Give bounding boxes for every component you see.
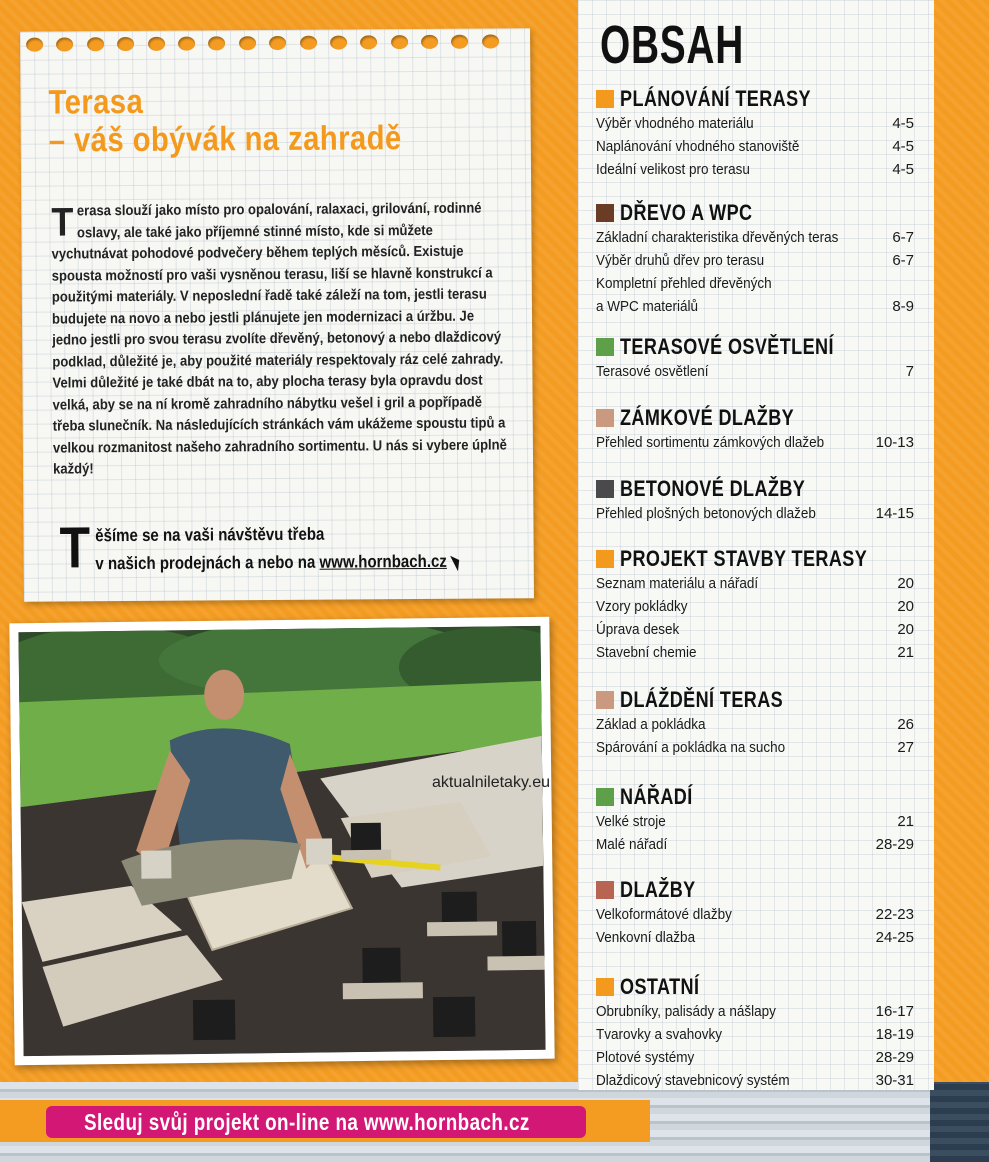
toc-item-label: Výběr vhodného materiálu <box>596 115 754 132</box>
note-title-line2: – váš obývák na zahradě <box>48 119 402 160</box>
toc-section-header[interactable] <box>596 877 916 903</box>
toc-section-title: PROJEKT STAVBY TERASY <box>620 546 868 571</box>
toc-item[interactable] <box>596 903 916 926</box>
toc-item[interactable] <box>596 135 916 158</box>
toc-section-title: NÁŘADÍ <box>620 784 693 809</box>
toc-section <box>596 877 916 949</box>
toc-section-title: TERASOVÉ OSVĚTLENÍ <box>620 334 834 359</box>
toc-item[interactable] <box>596 431 916 454</box>
toc-item-label: Stavební chemie <box>596 644 697 661</box>
section-color-square <box>596 691 614 709</box>
section-color-square <box>596 338 614 356</box>
toc-section-title: PLÁNOVÁNÍ TERASY <box>620 86 811 111</box>
toc-item[interactable] <box>596 595 916 618</box>
toc-item-page: 28-29 <box>875 836 914 853</box>
toc-item-label: Velké stroje <box>596 813 666 830</box>
section-color-square <box>596 204 614 222</box>
toc-section-title: BETONOVÉ DLAŽBY <box>620 476 806 501</box>
toc-item-label: Velkoformátové dlažby <box>596 906 732 923</box>
toc-title: OBSAH <box>600 15 745 75</box>
toc-item-page: 10-13 <box>875 434 914 451</box>
toc-item-page: 6-7 <box>892 229 914 246</box>
footer-dropcap: T <box>59 515 91 581</box>
section-color-square <box>596 881 614 899</box>
toc-item-page: 6-7 <box>892 252 914 269</box>
toc-item-page: 20 <box>897 598 914 615</box>
toc-item-label: Terasové osvětlení <box>596 363 709 380</box>
toc-item-page: 8-9 <box>892 298 914 315</box>
toc-item[interactable] <box>596 810 916 833</box>
toc-item[interactable] <box>596 112 916 135</box>
toc-item[interactable] <box>596 572 916 595</box>
toc-section-title: ZÁMKOVÉ DLAŽBY <box>620 405 795 430</box>
section-color-square <box>596 550 614 568</box>
terrace-photo <box>9 617 554 1066</box>
toc-section <box>596 974 916 1092</box>
toc-section <box>596 546 916 664</box>
toc-section-header[interactable] <box>596 974 916 1000</box>
toc-item-label: Přehled plošných betonových dlažeb <box>596 505 816 522</box>
intro-note <box>20 28 534 602</box>
toc-item[interactable] <box>596 1069 916 1092</box>
note-title-line1: Terasa <box>48 82 144 122</box>
toc-section-header[interactable] <box>596 200 916 226</box>
toc-item-page: 4-5 <box>892 115 914 132</box>
toc-item-label: Naplánování vhodného stanoviště <box>596 138 800 155</box>
toc-item-page: 4-5 <box>892 161 914 178</box>
toc-section-header[interactable] <box>596 784 916 810</box>
wood-strip-dark <box>930 1082 989 1162</box>
toc-item-label: Venkovní dlažba <box>596 929 696 946</box>
toc-item-page: 22-23 <box>875 906 914 923</box>
watermark: aktualniletaky.eu <box>432 774 550 791</box>
section-color-square <box>596 788 614 806</box>
toc-item[interactable] <box>596 272 916 318</box>
note-body <box>51 198 512 481</box>
toc-item-page: 21 <box>897 813 914 830</box>
toc-section <box>596 200 916 318</box>
footer-banner <box>0 1100 650 1146</box>
banner-text[interactable]: Sleduj svůj projekt on-line na www.hornbach.cz <box>84 1109 530 1135</box>
toc-item-label: Plotové systémy <box>596 1049 695 1066</box>
toc-item-label: Dlaždicový stavebnicový systém <box>596 1072 790 1089</box>
toc-item-page: 21 <box>897 644 914 661</box>
note-title <box>48 81 401 159</box>
toc-item[interactable] <box>596 641 916 664</box>
terrace-photo-illustration <box>18 626 545 1056</box>
toc-item-page: 20 <box>897 575 914 592</box>
hornbach-link[interactable]: www.hornbach.cz <box>319 550 447 572</box>
cursor-icon <box>450 553 463 572</box>
body-text: erasa slouží jako místo pro opalování, ralaxaci, grilování, rodinné oslavy, ale také jako příjemné stinné místo, kde si můžete vychutnávat pohodové podvečery během teplých měsíců. Existuje spousta možností pro vaši vysněnou terasu, liší se hlavně konstrukcí a použitými materiály. V neposlední řadě také záleží na tom, jestli terasu budujete na novo a nebo jestli plánujete jen modernizaci a úržbu. Je jedno jestli pro svou terasu zvolíte dřevěný, betonový a nebo dlaždicový podklad, důležité je, aby použité materiály respektovaly ráz celé zahrady. Velmi důležité je také dbát na to, aby plocha terasy byla opravdu dost velká, aby se na ní kromě zahradního nábytku vešel i gril a popřípadě třeba slunečník. Na následujících stránkách vám ukážeme spoustu tipů a velkou rozmanitost našeho zahradního sortimentu. U nás si vybere úplně každý! <box>51 200 507 478</box>
toc-item[interactable] <box>596 713 916 736</box>
toc-section-header[interactable] <box>596 334 916 360</box>
toc-item-label: Vzory pokládky <box>596 598 688 615</box>
toc-section-title: DŘEVO A WPC <box>620 200 753 225</box>
toc-item-label: Přehled sortimentu zámkových dlažeb <box>596 434 825 451</box>
toc-item[interactable] <box>596 926 916 949</box>
toc-section-header[interactable] <box>596 476 916 502</box>
toc-item-page: 18-19 <box>875 1026 914 1043</box>
toc-item-label: Seznam materiálu a nářadí <box>596 575 759 592</box>
toc-section-header[interactable] <box>596 546 916 572</box>
toc-item-page: 14-15 <box>875 505 914 522</box>
toc-section-header[interactable] <box>596 405 916 431</box>
toc-item[interactable] <box>596 1046 916 1069</box>
toc-item-page: 30-31 <box>875 1072 914 1089</box>
toc-item-page: 24-25 <box>875 929 914 946</box>
toc-item-page: 4-5 <box>892 138 914 155</box>
section-color-square <box>596 409 614 427</box>
toc-item[interactable] <box>596 158 916 181</box>
toc-section <box>596 405 916 454</box>
toc-section-title: DLÁŽDĚNÍ TERAS <box>620 687 784 712</box>
toc-item-label: Výběr druhů dřev pro terasu <box>596 252 765 269</box>
note-holes <box>26 34 526 53</box>
toc-item[interactable] <box>596 1023 916 1046</box>
toc-item-label: Tvarovky a svahovky <box>596 1026 723 1043</box>
toc-item-label: Úprava desek <box>596 621 680 638</box>
toc-item-label: Základní charakteristika dřevěných teras <box>596 229 839 246</box>
toc-section-title: DLAŽBY <box>620 877 696 902</box>
toc-item-label: Kompletní přehled dřevěných a WPC materiálů <box>596 275 772 315</box>
footer-line2: v našich prodejnách a nebo na www.hornbach.cz <box>60 546 507 577</box>
toc-item-label: Malé nářadí <box>596 836 668 853</box>
toc-section <box>596 784 916 856</box>
toc-item[interactable] <box>596 833 916 856</box>
toc-item[interactable] <box>596 502 916 525</box>
toc-item-label: Ideální velikost pro terasu <box>596 161 750 178</box>
toc-item-label: Základ a pokládka <box>596 716 706 733</box>
toc-item[interactable] <box>596 360 916 383</box>
section-color-square <box>596 978 614 996</box>
toc-section <box>596 334 916 383</box>
body-dropcap: T <box>51 200 74 245</box>
toc-item-page: 20 <box>897 621 914 638</box>
toc-item-page: 16-17 <box>875 1003 914 1020</box>
toc-section <box>596 687 916 759</box>
toc-section <box>596 86 916 181</box>
footer-line1: ěšíme se na vaši návštěvu třeba <box>95 523 325 546</box>
toc-section-header[interactable] <box>596 86 916 112</box>
toc-section <box>596 476 916 525</box>
toc-item-label: Spárování a pokládka na sucho <box>596 739 786 756</box>
toc-item-page: 27 <box>897 739 914 756</box>
toc-item[interactable] <box>596 736 916 759</box>
note-footer <box>59 515 507 581</box>
toc-section-title: OSTATNÍ <box>620 974 700 999</box>
toc-section-header[interactable] <box>596 687 916 713</box>
section-color-square <box>596 480 614 498</box>
section-color-square <box>596 90 614 108</box>
toc-item[interactable] <box>596 618 916 641</box>
toc-item-page: 7 <box>905 363 914 380</box>
toc-item[interactable] <box>596 226 916 249</box>
toc-item-page: 28-29 <box>875 1049 914 1066</box>
toc-item[interactable] <box>596 249 916 272</box>
toc-item[interactable] <box>596 1000 916 1023</box>
toc-item-page: 26 <box>897 716 914 733</box>
toc-item-label: Obrubníky, palisády a nášlapy <box>596 1003 776 1020</box>
